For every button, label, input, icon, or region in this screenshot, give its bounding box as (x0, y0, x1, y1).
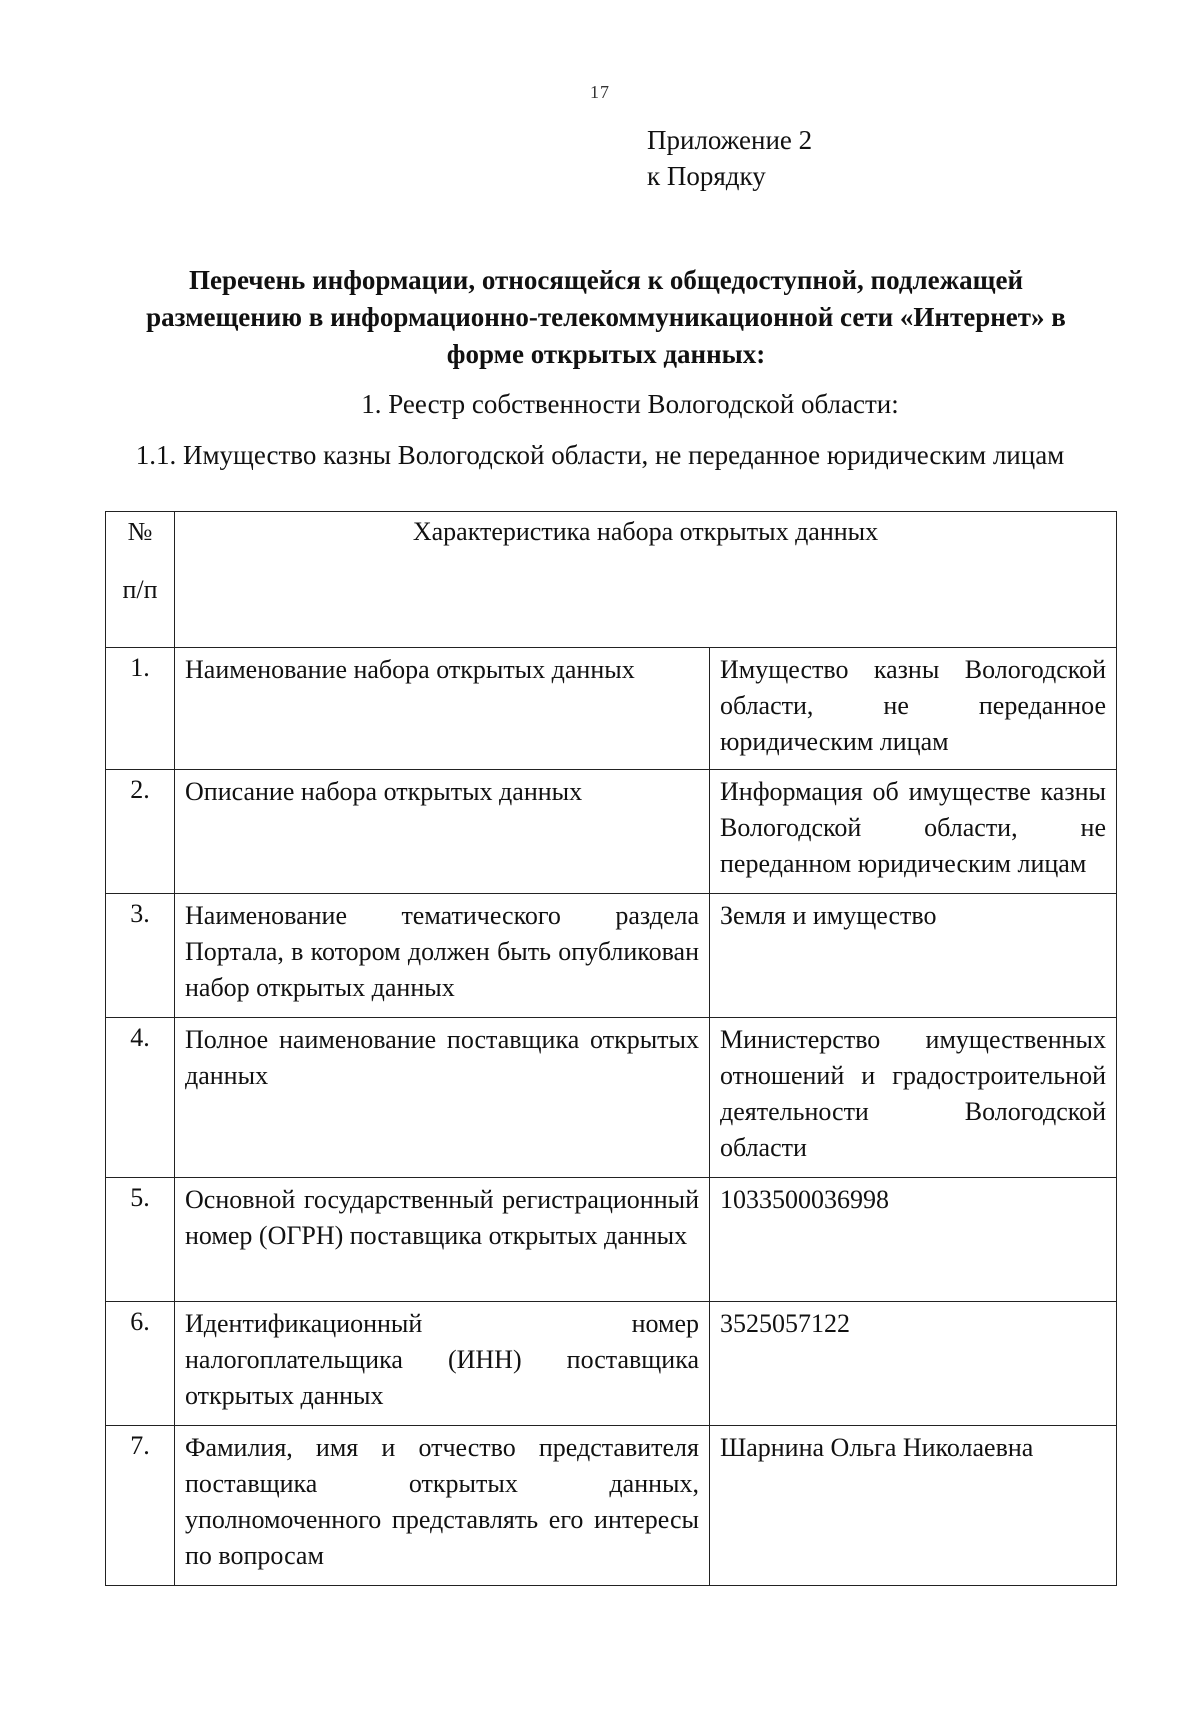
document-title: Перечень информации, относящейся к общедоступной, подлежащей размещению в информационно-телекоммуникационной сети «Интернет» в форме открытых данных: (146, 265, 1066, 369)
row-name: Идентификационный номер налогоплательщика (ИНН) поставщика открытых данных (175, 1302, 710, 1426)
row-value: Информация об имуществе казны Вологодской области, не переданном юридическим лицам (710, 770, 1117, 894)
table-row (106, 1178, 1117, 1302)
row-number: 6. (106, 1302, 175, 1426)
header-pp: п/п (122, 575, 158, 604)
row-name: Полное наименование поставщика открытых данных (175, 1018, 710, 1178)
table-header-row (106, 512, 1117, 648)
row-number: 5. (106, 1178, 175, 1302)
row-name: Основной государственный регистрационный номер (ОГРН) поставщика открытых данных (175, 1178, 710, 1302)
page-number: 17 (590, 82, 610, 102)
row-name: Наименование тематического раздела Портала, в котором должен быть опубликован набор открытых данных (175, 894, 710, 1018)
row-name: Фамилия, имя и отчество представителя поставщика открытых данных, уполномоченного представлять его интересы по вопросам (175, 1426, 710, 1586)
header-number-cell (106, 512, 175, 648)
table-row (106, 1426, 1117, 1586)
row-value: Шарнина Ольга Николаевна (710, 1426, 1117, 1586)
row-value: Земля и имущество (710, 894, 1117, 1018)
row-value: Министерство имущественных отношений и градостроительной деятельности Вологодской области (710, 1018, 1117, 1178)
row-value: 3525057122 (710, 1302, 1117, 1426)
subsection-heading: 1.1. Имущество казны Вологодской области, не переданное юридическим лицам (135, 440, 1065, 470)
table-row (106, 1018, 1117, 1178)
table-row (106, 894, 1117, 1018)
section-heading: 1. Реестр собственности Вологодской области: (361, 389, 899, 419)
row-value: Имущество казны Вологодской области, не переданное юридическим лицам (710, 648, 1117, 770)
row-value: 1033500036998 (710, 1178, 1117, 1302)
row-name: Описание набора открытых данных (175, 770, 710, 894)
header-no: № (127, 517, 153, 546)
row-number: 4. (106, 1018, 175, 1178)
appendix-line-1: Приложение 2 (647, 125, 813, 155)
row-number: 3. (106, 894, 175, 1018)
row-number: 1. (106, 648, 175, 770)
row-number: 7. (106, 1426, 175, 1586)
appendix-line-2: к Порядку (647, 161, 766, 191)
table-row (106, 648, 1117, 770)
header-characteristic: Характеристика набора открытых данных (175, 512, 1117, 648)
table-row (106, 1302, 1117, 1426)
appendix-block (647, 122, 812, 194)
row-name: Наименование набора открытых данных (175, 648, 710, 770)
open-data-table (105, 511, 1117, 1586)
row-number: 2. (106, 770, 175, 894)
table-row (106, 770, 1117, 894)
